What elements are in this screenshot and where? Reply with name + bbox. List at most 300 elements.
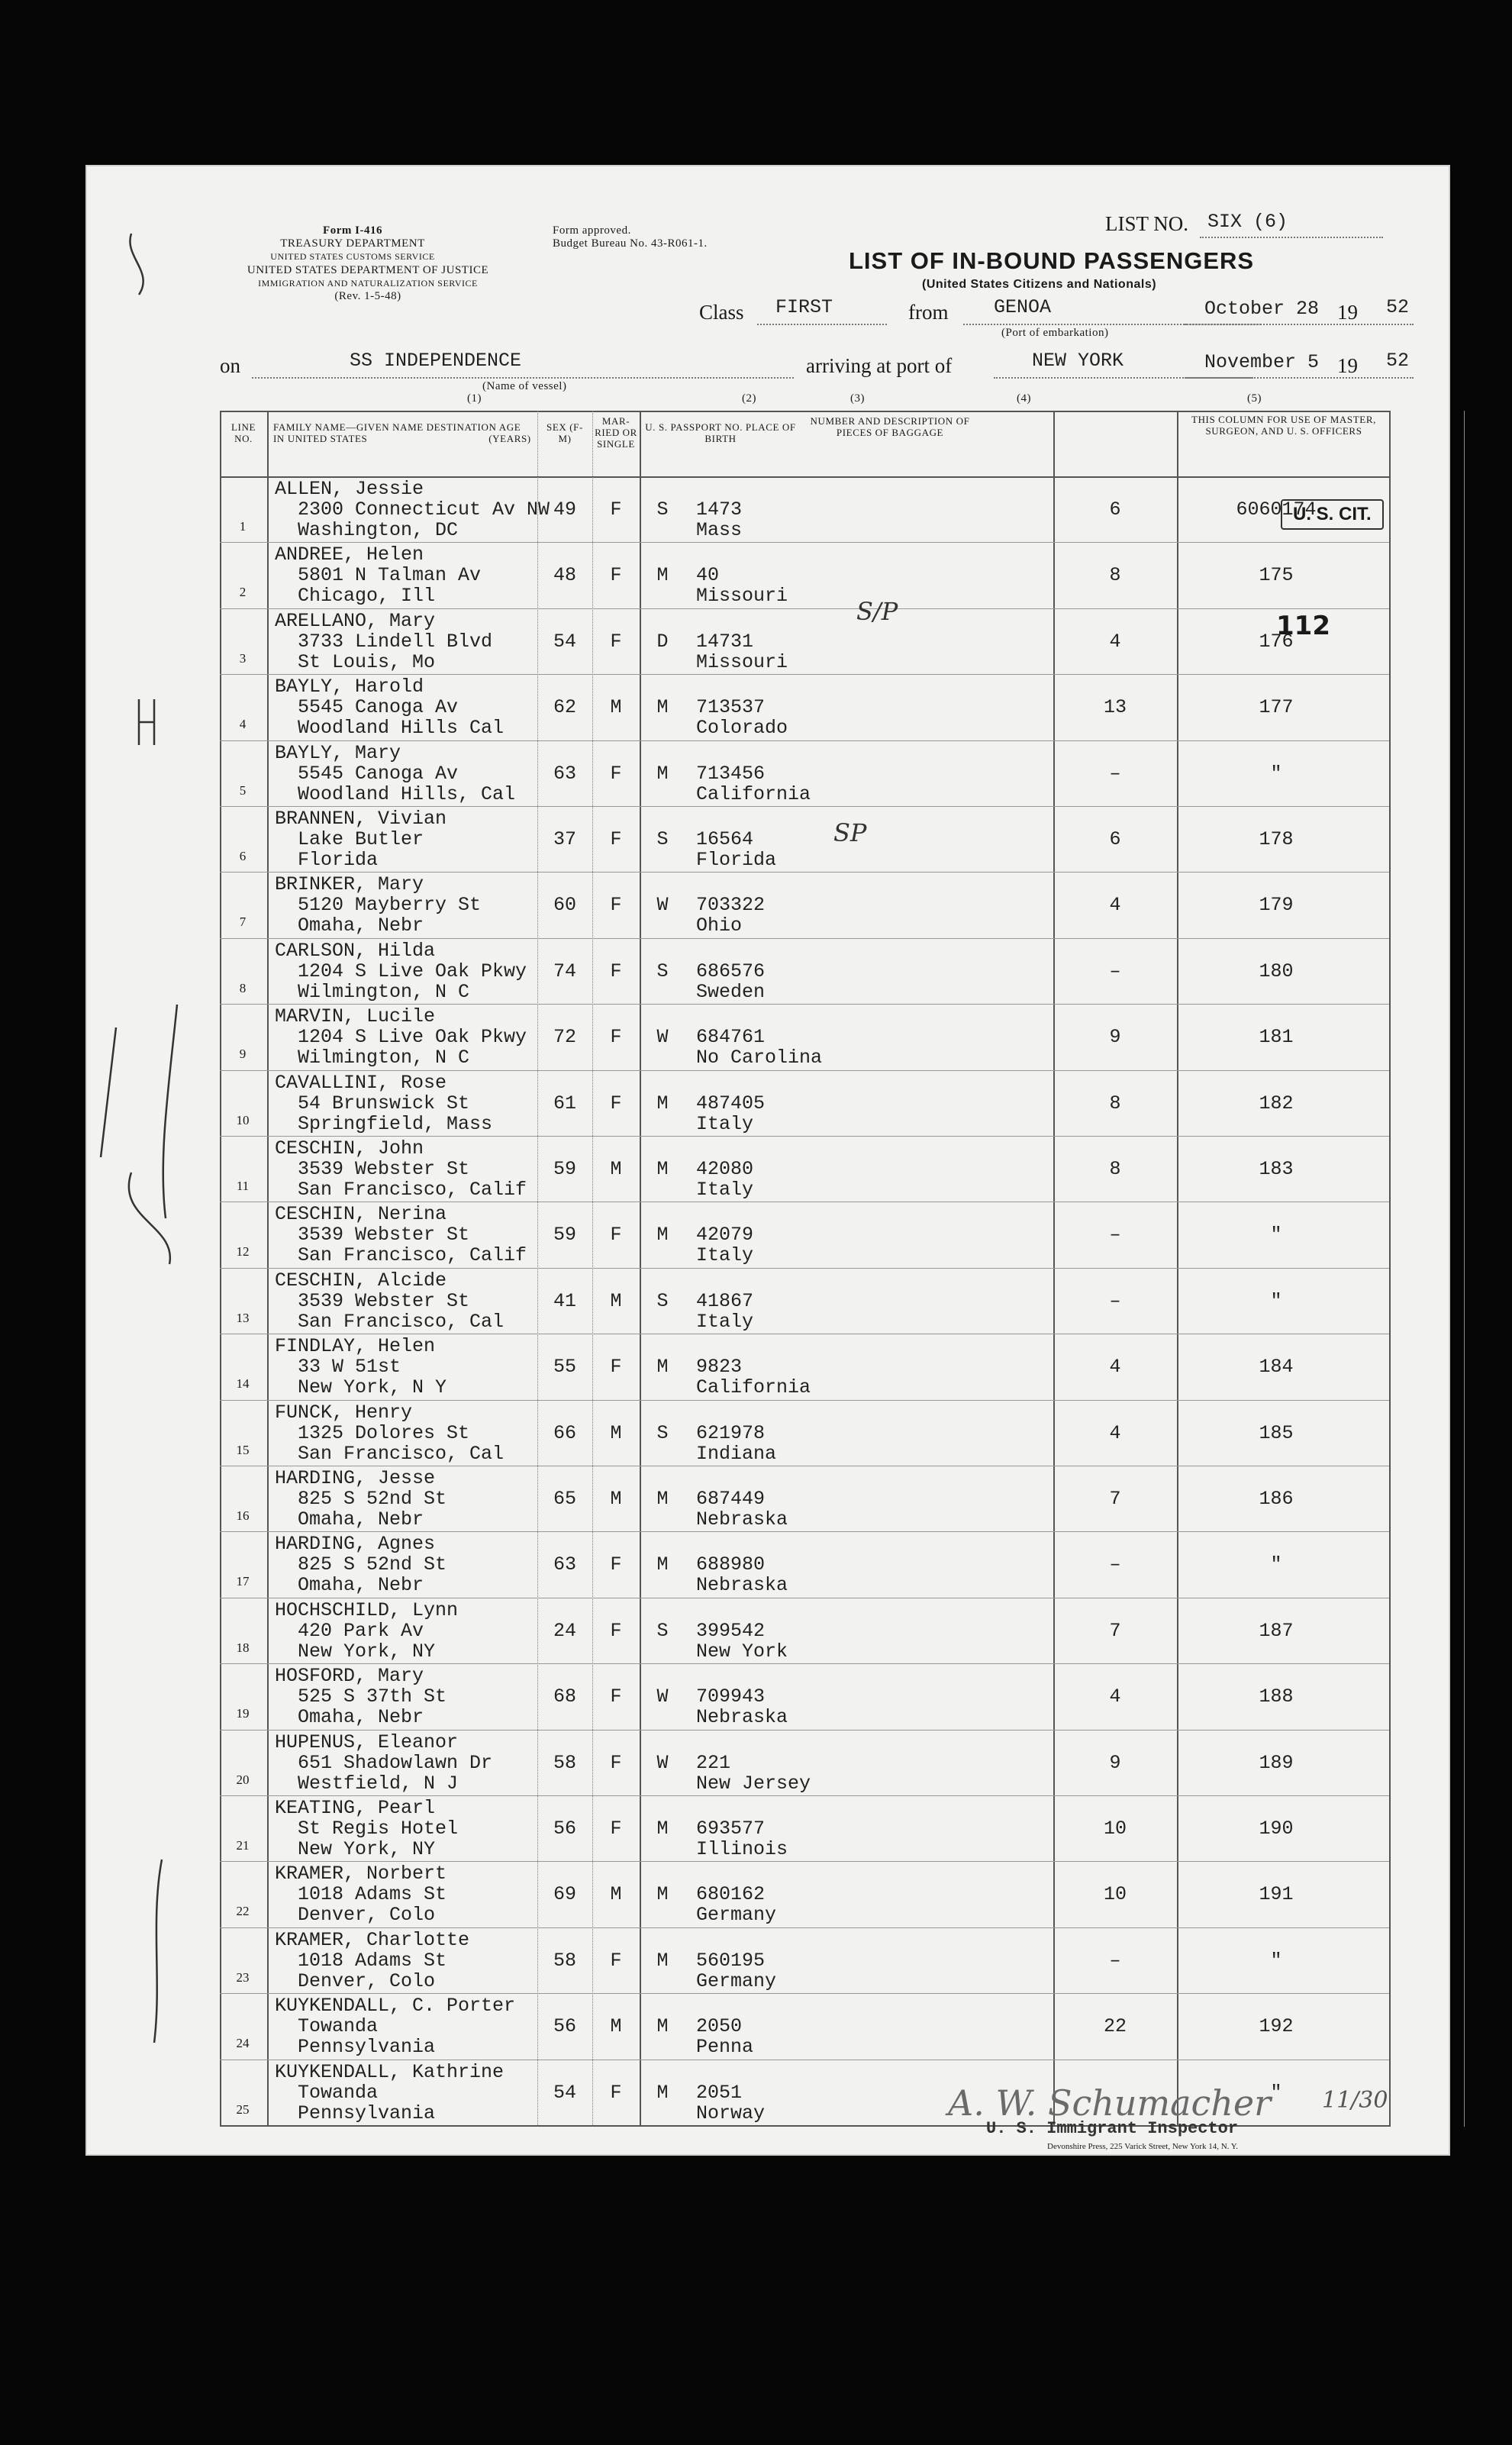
table-row xyxy=(220,1993,1389,2059)
sex: F xyxy=(610,1553,622,1576)
line-number: 2 xyxy=(239,585,247,600)
marital-status: W xyxy=(656,1685,669,1708)
sex: F xyxy=(610,1092,622,1114)
table-row xyxy=(220,1531,1389,1597)
table-row xyxy=(220,938,1389,1004)
passport-number: 703322 xyxy=(696,894,766,917)
address-line-1: 54 Brunswick St xyxy=(298,1092,470,1114)
handwritten-sp-note: S/P xyxy=(856,597,898,626)
vessel-caption: (Name of vessel) xyxy=(482,380,567,392)
age: 56 xyxy=(553,1818,576,1840)
form-number-block xyxy=(246,224,459,263)
vessel-name: SS INDEPENDENCE xyxy=(350,350,522,372)
birthplace: Illinois xyxy=(696,1838,788,1860)
passport-number: 713456 xyxy=(696,762,766,785)
form-number: Form I-416 xyxy=(323,224,382,237)
age: 56 xyxy=(553,2015,576,2038)
handwritten-sp-note: SP xyxy=(833,818,867,847)
passenger-name: KUYKENDALL, Kathrine xyxy=(275,2060,505,2083)
age: 65 xyxy=(553,1488,576,1510)
marital-status: M xyxy=(656,1092,669,1114)
table-row xyxy=(220,608,1389,674)
baggage-count: – xyxy=(1109,1949,1121,1972)
passport-number: 41867 xyxy=(696,1289,754,1312)
address-line-1: Towanda xyxy=(298,2015,379,2038)
birthplace: Missouri xyxy=(696,650,788,673)
birthplace: Penna xyxy=(696,2036,754,2059)
age: 48 xyxy=(553,564,576,587)
sex: F xyxy=(610,1685,622,1708)
baggage-count: 4 xyxy=(1109,1356,1121,1379)
arrival-port: NEW YORK xyxy=(1032,350,1124,372)
birthplace: Nebraska xyxy=(696,1706,788,1729)
col-num-2: (2) xyxy=(742,392,756,405)
baggage-count: 8 xyxy=(1109,1158,1121,1180)
sex: F xyxy=(610,1224,622,1247)
baggage-count: 4 xyxy=(1109,1421,1121,1444)
baggage-count: 7 xyxy=(1109,1488,1121,1510)
sex: F xyxy=(610,1026,622,1049)
address-line-2: New York, NY xyxy=(298,1640,436,1663)
table-row xyxy=(220,1334,1389,1399)
line-number: 17 xyxy=(236,1574,250,1589)
age: 55 xyxy=(553,1356,576,1379)
passport-number: 688980 xyxy=(696,1553,766,1576)
passenger-name: MARVIN, Lucile xyxy=(275,1005,436,1028)
birthplace: Norway xyxy=(696,2101,766,2124)
address-line-1: Towanda xyxy=(298,2081,379,2104)
sex: F xyxy=(610,894,622,917)
table-row xyxy=(220,1268,1389,1334)
line-number: 9 xyxy=(239,1047,247,1062)
passenger-name: CARLSON, Hilda xyxy=(275,939,436,962)
address-line-1: 3539 Webster St xyxy=(298,1289,470,1312)
line-number: 1 xyxy=(239,519,247,534)
address-line-1: 825 S 52nd St xyxy=(298,1553,447,1576)
line-number: 4 xyxy=(239,717,247,732)
address-line-2: Woodland Hills Cal xyxy=(298,717,505,740)
passport-number: 686576 xyxy=(696,960,766,982)
budget-bureau: Budget Bureau No. 43-R061-1. xyxy=(553,237,708,250)
marital-status: M xyxy=(656,1818,669,1840)
address-line-2: Woodland Hills, Cal xyxy=(298,782,516,805)
col-header-baggage: NUMBER AND DESCRIPTION OF PIECES OF BAGGAGE xyxy=(810,415,970,438)
passenger-table xyxy=(220,411,1389,2127)
address-line-1: 525 S 37th St xyxy=(298,1685,447,1708)
passport-number: 684761 xyxy=(696,1026,766,1049)
passport-number: 680162 xyxy=(696,1883,766,1906)
port-embark-caption: (Port of embarkation) xyxy=(1001,327,1109,339)
table-row xyxy=(220,740,1389,806)
line-number: 14 xyxy=(236,1376,250,1392)
address-line-2: New York, NY xyxy=(298,1838,436,1860)
address-line-1: 3539 Webster St xyxy=(298,1224,470,1247)
address-line-1: 1204 S Live Oak Pkwy xyxy=(298,960,527,982)
line-number: 24 xyxy=(236,2036,250,2051)
birthplace: California xyxy=(696,1376,811,1399)
baggage-count: 10 xyxy=(1103,1883,1127,1906)
address-line-2: Omaha, Nebr xyxy=(298,1706,424,1729)
age: 54 xyxy=(553,630,576,653)
table-row xyxy=(220,1861,1389,1927)
line-number: 23 xyxy=(236,1969,250,1985)
address-line-1: 1204 S Live Oak Pkwy xyxy=(298,1026,527,1049)
baggage-count: 7 xyxy=(1109,1619,1121,1642)
doj-name: UNITED STATES DEPARTMENT OF JUSTICE xyxy=(247,264,489,276)
officer-ref: 187 xyxy=(1259,1619,1294,1642)
passenger-name: HUPENUS, Eleanor xyxy=(275,1731,459,1753)
passport-number: 560195 xyxy=(696,1949,766,1972)
col-num-1: (1) xyxy=(467,392,482,405)
address-line-2: Omaha, Nebr xyxy=(298,914,424,937)
marital-status: W xyxy=(656,894,669,917)
marital-status: S xyxy=(656,828,669,850)
table-row xyxy=(220,1070,1389,1136)
ins-name: IMMIGRATION AND NATURALIZATION SERVICE xyxy=(258,278,478,289)
address-line-2: San Francisco, Calif xyxy=(298,1179,527,1201)
passenger-name: ANDREE, Helen xyxy=(275,544,424,566)
col-num-3: (3) xyxy=(850,392,865,405)
depart-date: October 28 xyxy=(1204,298,1320,320)
passenger-name: CESCHIN, Alcide xyxy=(275,1269,447,1292)
passport-number: 2050 xyxy=(696,2015,743,2038)
line-number: 15 xyxy=(236,1442,250,1457)
marital-status: M xyxy=(656,762,669,785)
marital-status: M xyxy=(656,2081,669,2104)
table-row xyxy=(220,542,1389,608)
marital-status: M xyxy=(656,564,669,587)
birthplace: California xyxy=(696,782,811,805)
passport-number: 1473 xyxy=(696,498,743,521)
passenger-name: HOSFORD, Mary xyxy=(275,1665,424,1688)
col-header-line: LINE NO. xyxy=(231,421,256,444)
handwritten-date: 11/30 xyxy=(1322,2087,1388,2114)
on-label: on xyxy=(220,354,240,377)
marital-status: D xyxy=(656,630,669,653)
passenger-name: CESCHIN, Nerina xyxy=(275,1203,447,1226)
address-line-2: St Louis, Mo xyxy=(298,650,436,673)
passenger-name: KRAMER, Charlotte xyxy=(275,1928,470,1951)
baggage-count: 13 xyxy=(1103,696,1127,719)
approval-block xyxy=(553,224,782,250)
col-header-passport: U. S. PASSPORT NO. PLACE OF BIRTH xyxy=(645,421,796,444)
table-row xyxy=(220,674,1389,740)
address-line-2: San Francisco, Cal xyxy=(298,1442,505,1465)
officer-ref: 181 xyxy=(1259,1026,1294,1049)
marital-status: M xyxy=(656,1158,669,1180)
baggage-count: – xyxy=(1109,1224,1121,1247)
baggage-count: 4 xyxy=(1109,630,1121,653)
officer-ref: 177 xyxy=(1259,696,1294,719)
age: 49 xyxy=(553,498,576,521)
table-row xyxy=(220,1730,1389,1795)
address-line-1: 5545 Canoga Av xyxy=(298,762,459,785)
table-row xyxy=(220,1663,1389,1729)
passport-number: 9823 xyxy=(696,1356,743,1379)
arrival-year-prefix: 19 xyxy=(1337,354,1358,377)
doj-block xyxy=(215,264,521,303)
line-number: 5 xyxy=(239,782,247,798)
marital-status: S xyxy=(656,1289,669,1312)
sex: F xyxy=(610,498,622,521)
baggage-count: 9 xyxy=(1109,1026,1121,1049)
sex: M xyxy=(610,1488,622,1510)
line-number: 3 xyxy=(239,650,247,666)
passport-number: 687449 xyxy=(696,1488,766,1510)
marital-status: S xyxy=(656,1619,669,1642)
sex: F xyxy=(610,1356,622,1379)
address-line-2: San Francisco, Cal xyxy=(298,1310,505,1333)
table-row xyxy=(220,1598,1389,1663)
col-header-name: FAMILY NAME—GIVEN NAME DESTINATION IN UNITED STATES xyxy=(273,421,497,444)
officer-ref: 191 xyxy=(1259,1883,1294,1906)
arrival-date: November 5 xyxy=(1204,351,1320,373)
line-number: 8 xyxy=(239,980,247,995)
officer-ref: " xyxy=(1270,1553,1282,1576)
inspector-signature: A. W. Schumacher xyxy=(948,2082,1272,2124)
passport-number: 399542 xyxy=(696,1619,766,1642)
marital-status: M xyxy=(656,1883,669,1906)
age: 74 xyxy=(553,960,576,982)
passenger-rows xyxy=(220,476,1389,2125)
sex: F xyxy=(610,1619,622,1642)
class-value: FIRST xyxy=(775,296,833,318)
sex: F xyxy=(610,2081,622,2104)
birthplace: Germany xyxy=(696,1904,777,1927)
line-number: 25 xyxy=(236,2101,250,2117)
officer-ref: 190 xyxy=(1259,1818,1294,1840)
address-line-2: Pennsylvania xyxy=(298,2036,436,2059)
baggage-count: 6 xyxy=(1109,498,1121,521)
passenger-name: KUYKENDALL, C. Porter xyxy=(275,1995,516,2018)
line-number: 20 xyxy=(236,1772,250,1787)
officer-ref: 182 xyxy=(1259,1092,1294,1114)
baggage-count: 9 xyxy=(1109,1751,1121,1774)
address-line-2: Wilmington, N C xyxy=(298,1047,470,1069)
address-line-2: Omaha, Nebr xyxy=(298,1574,424,1597)
address-line-1: 651 Shadowlawn Dr xyxy=(298,1751,493,1774)
officer-ref: 189 xyxy=(1259,1751,1294,1774)
age: 62 xyxy=(553,696,576,719)
passenger-name: ALLEN, Jessie xyxy=(275,478,424,500)
passport-number: 221 xyxy=(696,1751,731,1774)
passport-number: 621978 xyxy=(696,1421,766,1444)
depart-year: 52 xyxy=(1386,296,1410,318)
age: 54 xyxy=(553,2081,576,2104)
age: 72 xyxy=(553,1026,576,1049)
address-line-2: Chicago, Ill xyxy=(298,585,436,608)
passenger-name: BAYLY, Mary xyxy=(275,741,401,764)
baggage-count: 6 xyxy=(1109,828,1121,850)
marital-status: S xyxy=(656,498,669,521)
age: 37 xyxy=(553,828,576,850)
passenger-name: HARDING, Jesse xyxy=(275,1467,436,1489)
line-number: 18 xyxy=(236,1640,250,1655)
table-row xyxy=(220,1795,1389,1861)
passenger-name: BAYLY, Harold xyxy=(275,676,424,698)
officer-ref: 179 xyxy=(1259,894,1294,917)
passenger-name: HOCHSCHILD, Lynn xyxy=(275,1598,459,1621)
address-line-1: St Regis Hotel xyxy=(298,1818,459,1840)
baggage-count: 4 xyxy=(1109,894,1121,917)
sex: F xyxy=(610,1751,622,1774)
class-label: Class xyxy=(699,301,744,324)
birthplace: Germany xyxy=(696,1969,777,1992)
passenger-name: FUNCK, Henry xyxy=(275,1401,413,1424)
birthplace: Florida xyxy=(696,849,777,871)
sex: F xyxy=(610,960,622,982)
age: 59 xyxy=(553,1224,576,1247)
address-line-1: 825 S 52nd St xyxy=(298,1488,447,1510)
passenger-name: CAVALLINI, Rose xyxy=(275,1071,447,1094)
page-number: 112 xyxy=(1276,611,1330,641)
us-citizen-stamp: U. S. CIT. xyxy=(1281,499,1384,530)
sex: M xyxy=(610,696,622,719)
list-no-label: LIST NO. xyxy=(1105,212,1189,235)
arrival-year: 52 xyxy=(1386,350,1410,372)
address-line-2: Washington, DC xyxy=(298,519,459,541)
age: 69 xyxy=(553,1883,576,1906)
address-line-1: 1325 Dolores St xyxy=(298,1421,470,1444)
passport-number: 14731 xyxy=(696,630,754,653)
address-line-2: Florida xyxy=(298,849,379,871)
passport-number: 40 xyxy=(696,564,720,587)
baggage-count: 8 xyxy=(1109,1092,1121,1114)
address-line-2: Pennsylvania xyxy=(298,2101,436,2124)
marital-status: M xyxy=(656,2015,669,2038)
officer-ref: 183 xyxy=(1259,1158,1294,1180)
printer-imprint: Devonshire Press, 225 Varick Street, New York 14, N. Y. xyxy=(1047,2142,1239,2151)
officer-ref: 6060174 xyxy=(1236,498,1317,521)
officer-ref: 185 xyxy=(1259,1421,1294,1444)
marital-status: M xyxy=(656,1553,669,1576)
passport-number: 2051 xyxy=(696,2081,743,2104)
address-line-2: Omaha, Nebr xyxy=(298,1508,424,1531)
sex: F xyxy=(610,564,622,587)
address-line-1: 5120 Mayberry St xyxy=(298,894,482,917)
address-line-1: 2300 Connecticut Av NW xyxy=(298,498,550,521)
age: 63 xyxy=(553,1553,576,1576)
officer-ref: 178 xyxy=(1259,828,1294,850)
age: 58 xyxy=(553,1949,576,1972)
officer-ref: 176 xyxy=(1259,630,1294,653)
sex: F xyxy=(610,762,622,785)
col-header-married: MAR-RIED OR SINGLE xyxy=(595,415,637,450)
officer-ref: " xyxy=(1270,1289,1282,1312)
table-row xyxy=(220,1466,1389,1531)
birthplace: Mass xyxy=(696,519,743,541)
birthplace: Missouri xyxy=(696,585,788,608)
officer-ref: 186 xyxy=(1259,1488,1294,1510)
marital-status: S xyxy=(656,960,669,982)
baggage-count: 4 xyxy=(1109,1685,1121,1708)
marital-status: M xyxy=(656,696,669,719)
officer-ref: 184 xyxy=(1259,1356,1294,1379)
col-num-4: (4) xyxy=(1017,392,1031,405)
line-number: 21 xyxy=(236,1838,250,1853)
sex: F xyxy=(610,828,622,850)
officer-ref: 192 xyxy=(1259,2015,1294,2038)
age: 24 xyxy=(553,1619,576,1642)
address-line-2: Denver, Colo xyxy=(298,1904,436,1927)
sex: F xyxy=(610,630,622,653)
address-line-1: 420 Park Av xyxy=(298,1619,424,1642)
page-subtitle: (United States Citizens and Nationals) xyxy=(922,278,1157,291)
passport-number: 42079 xyxy=(696,1224,754,1247)
arriving-label: arriving at port of xyxy=(806,354,953,377)
address-line-2: Denver, Colo xyxy=(298,1969,436,1992)
baggage-count: – xyxy=(1109,762,1121,785)
passenger-name: FINDLAY, Helen xyxy=(275,1335,436,1358)
table-row xyxy=(220,476,1389,542)
birthplace: Nebraska xyxy=(696,1574,788,1597)
sex: M xyxy=(610,2015,622,2038)
passenger-name: KEATING, Pearl xyxy=(275,1797,436,1819)
revision: (Rev. 1-5-48) xyxy=(334,290,401,302)
table-row xyxy=(220,1400,1389,1466)
baggage-count: 8 xyxy=(1109,564,1121,587)
sex: F xyxy=(610,1949,622,1972)
birthplace: No Carolina xyxy=(696,1047,823,1069)
baggage-count: – xyxy=(1109,1553,1121,1576)
address-line-1: Lake Butler xyxy=(298,828,424,850)
inspector-title: U. S. Immigrant Inspector xyxy=(986,2119,1239,2138)
age: 41 xyxy=(553,1289,576,1312)
birthplace: Colorado xyxy=(696,717,788,740)
address-line-2: Wilmington, N C xyxy=(298,980,470,1003)
address-line-1: 3733 Lindell Blvd xyxy=(298,630,493,653)
depart-year-prefix: 19 xyxy=(1337,301,1358,324)
address-line-1: 1018 Adams St xyxy=(298,1949,447,1972)
address-line-2: San Francisco, Calif xyxy=(298,1244,527,1267)
passenger-manifest-page xyxy=(85,165,1450,2156)
passport-number: 709943 xyxy=(696,1685,766,1708)
line-number: 12 xyxy=(236,1244,250,1260)
line-number: 22 xyxy=(236,1904,250,1919)
birthplace: Nebraska xyxy=(696,1508,788,1531)
passport-number: 693577 xyxy=(696,1818,766,1840)
table-row xyxy=(220,1202,1389,1267)
marital-status: W xyxy=(656,1751,669,1774)
baggage-count: 22 xyxy=(1103,2015,1127,2038)
treasury-dept: TREASURY DEPARTMENT xyxy=(280,237,425,250)
age: 58 xyxy=(553,1751,576,1774)
birthplace: Italy xyxy=(696,1179,754,1201)
table-row xyxy=(220,1927,1389,1993)
address-line-1: 1018 Adams St xyxy=(298,1883,447,1906)
birthplace: Sweden xyxy=(696,980,766,1003)
officer-ref: 175 xyxy=(1259,564,1294,587)
age: 68 xyxy=(553,1685,576,1708)
address-line-2: Springfield, Mass xyxy=(298,1112,493,1135)
form-approved: Form approved. xyxy=(553,224,631,237)
address-line-1: 5545 Canoga Av xyxy=(298,696,459,719)
page-title: LIST OF IN-BOUND PASSENGERS xyxy=(849,247,1255,274)
line-number: 11 xyxy=(236,1179,250,1193)
passport-number: 713537 xyxy=(696,696,766,719)
line-number: 19 xyxy=(236,1706,250,1721)
marital-status: M xyxy=(656,1224,669,1247)
officer-ref: " xyxy=(1270,762,1282,785)
baggage-count: – xyxy=(1109,1289,1121,1312)
passport-number: 16564 xyxy=(696,828,754,850)
birthplace: Italy xyxy=(696,1310,754,1333)
address-line-1: 5801 N Talman Av xyxy=(298,564,482,587)
list-no-value: SIX (6) xyxy=(1207,211,1288,233)
col-header-age: AGE (YEARS) xyxy=(488,421,531,444)
officer-ref: 188 xyxy=(1259,1685,1294,1708)
birthplace: Italy xyxy=(696,1244,754,1267)
